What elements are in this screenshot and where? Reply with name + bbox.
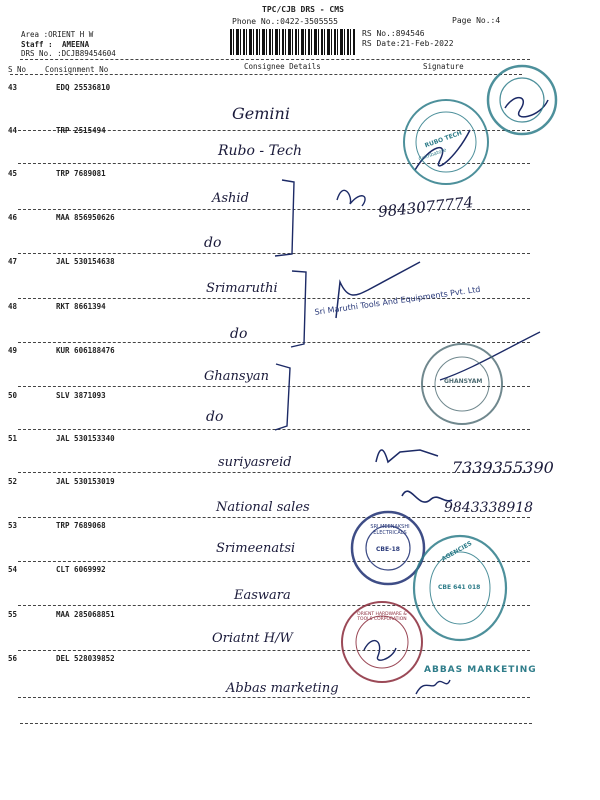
- row-consignment: MAA 285068851: [56, 610, 115, 619]
- row-sno: 48: [8, 302, 18, 311]
- row-consignee-handwriting: Ashid: [212, 191, 249, 206]
- stamp-meenakshi-text: SRI MEENAKSHI ELECTRICALS: [370, 524, 410, 536]
- column-signature: Signature: [423, 62, 464, 71]
- stamp-maruthi-text: Sri Maruthi Tools And Equipments Pvt. Ltd: [314, 284, 481, 317]
- signature-ghansyam: [440, 332, 540, 380]
- row-consignee-handwriting: Easwara: [234, 588, 291, 603]
- row-consignee-handwriting: Abbas marketing: [226, 681, 339, 696]
- header-top-rule: [20, 59, 530, 60]
- row-sno: 47: [8, 257, 18, 266]
- row-sno: 54: [8, 565, 18, 574]
- row-sno: 52: [8, 477, 18, 486]
- signature-gemini: [505, 98, 548, 117]
- row-rule: [18, 386, 530, 387]
- row-consignee-handwriting: National sales: [216, 500, 310, 515]
- row-consignment: TRP 7689068: [56, 521, 106, 530]
- row-consignment: JAL 530153340: [56, 434, 115, 443]
- row-rule: [18, 517, 530, 518]
- row-sno: 53: [8, 521, 18, 530]
- row-consignment: MAA 856950626: [56, 213, 115, 222]
- stamp-ghansyam-text: GHANSYAM: [444, 378, 483, 385]
- signature-ashid: [337, 190, 365, 206]
- row-consignment: JAL 530153019: [56, 477, 115, 486]
- row-rule: [18, 429, 530, 430]
- signature-suriya: [376, 450, 438, 462]
- bracket-maruthi: [291, 271, 306, 347]
- row-consignment: DEL 528039852: [56, 654, 115, 663]
- phone-note-suriya: 7339355390: [452, 458, 554, 477]
- row-sno: 45: [8, 169, 18, 178]
- row-sno: 46: [8, 213, 18, 222]
- bracket-ghansyam: [275, 364, 290, 430]
- row-rule: [18, 298, 530, 299]
- column-sno: S No: [8, 65, 27, 74]
- row-consignment: TRP 2515494: [56, 126, 106, 135]
- row-consignment: JAL 530154638: [56, 257, 115, 266]
- header-bottom-rule: [10, 74, 522, 75]
- row-consignment: TRP 7689081: [56, 169, 106, 178]
- stamp-agencies-code: CBE 641 018: [438, 584, 481, 591]
- row-consignee-handwriting: Rubo - Tech: [218, 143, 302, 159]
- row-sno: 44: [8, 126, 18, 135]
- row-consignee-handwriting: do: [204, 235, 222, 251]
- area-label: Area :ORIENT H W: [21, 30, 94, 39]
- row-sno: 56: [8, 654, 18, 663]
- signature-abbas: [416, 680, 450, 694]
- row-consignee-handwriting: Gemini: [232, 104, 290, 123]
- drs-number: DRS No. :DCJB89454604: [21, 49, 116, 58]
- page-number: Page No.:4: [452, 16, 501, 25]
- stamp-agencies-text: AGENCIES: [440, 540, 474, 563]
- rs-number: RS No.:894546: [362, 29, 425, 38]
- barcode: [230, 29, 355, 55]
- row-rule: [18, 650, 530, 651]
- row-sno: 55: [8, 610, 18, 619]
- stamp-abbas-text: ABBAS MARKETING: [424, 665, 537, 675]
- staff-name: AMEENA: [62, 40, 90, 49]
- row-consignment: CLT 6069992: [56, 565, 106, 574]
- row-consignment: KUR 606188476: [56, 346, 115, 355]
- row-consignee-handwriting: do: [206, 409, 224, 425]
- stamp-rubo-sub: Coimbatore: [417, 147, 448, 163]
- row-consignment: SLV 3871093: [56, 391, 106, 400]
- phone-number: Phone No.:0422-3505555: [232, 17, 338, 26]
- row-consignee-handwriting: Srimeenatsi: [216, 541, 296, 556]
- row-consignment: RKT 8661394: [56, 302, 106, 311]
- stamp-rubo-text: RUBO TECH: [423, 129, 463, 150]
- row-rule: [18, 253, 530, 254]
- row-sno: 49: [8, 346, 18, 355]
- footer-rule: [20, 723, 532, 724]
- row-sno: 51: [8, 434, 18, 443]
- row-sno: 50: [8, 391, 18, 400]
- row-rule: [18, 561, 530, 562]
- phone-note-national: 9843338918: [444, 500, 534, 516]
- phone-note-ashid: 9843077774: [377, 193, 475, 221]
- staff-label: Staff :: [21, 40, 53, 49]
- bracket-ashid: [275, 180, 294, 256]
- stamp-hardware-text: ORIENT HARDWARE & TOOLS CORPORATION: [357, 612, 407, 622]
- stamp-gemini: [488, 66, 556, 134]
- row-consignee-handwriting: suriyasreid: [218, 455, 292, 470]
- row-consignee-handwriting: Oriatnt H/W: [212, 631, 293, 646]
- row-sno: 43: [8, 83, 18, 92]
- row-consignee-handwriting: Srimaruthi: [206, 281, 278, 296]
- row-consignee-handwriting: Ghansyan: [204, 369, 270, 384]
- rs-date: RS Date:21-Feb-2022: [362, 39, 454, 48]
- stamp-meenakshi-code: CBE-18: [376, 546, 400, 553]
- column-consignee: Consignee Details: [244, 62, 321, 71]
- row-consignee-handwriting: do: [230, 326, 248, 342]
- row-rule: [18, 342, 530, 343]
- row-consignment: EDQ 25536810: [56, 83, 111, 92]
- report-title: TPC/CJB DRS - CMS: [262, 5, 344, 14]
- column-consignment: Consignment No: [45, 65, 109, 74]
- row-rule: [18, 163, 530, 164]
- row-rule: [18, 697, 530, 698]
- row-rule: [18, 605, 530, 606]
